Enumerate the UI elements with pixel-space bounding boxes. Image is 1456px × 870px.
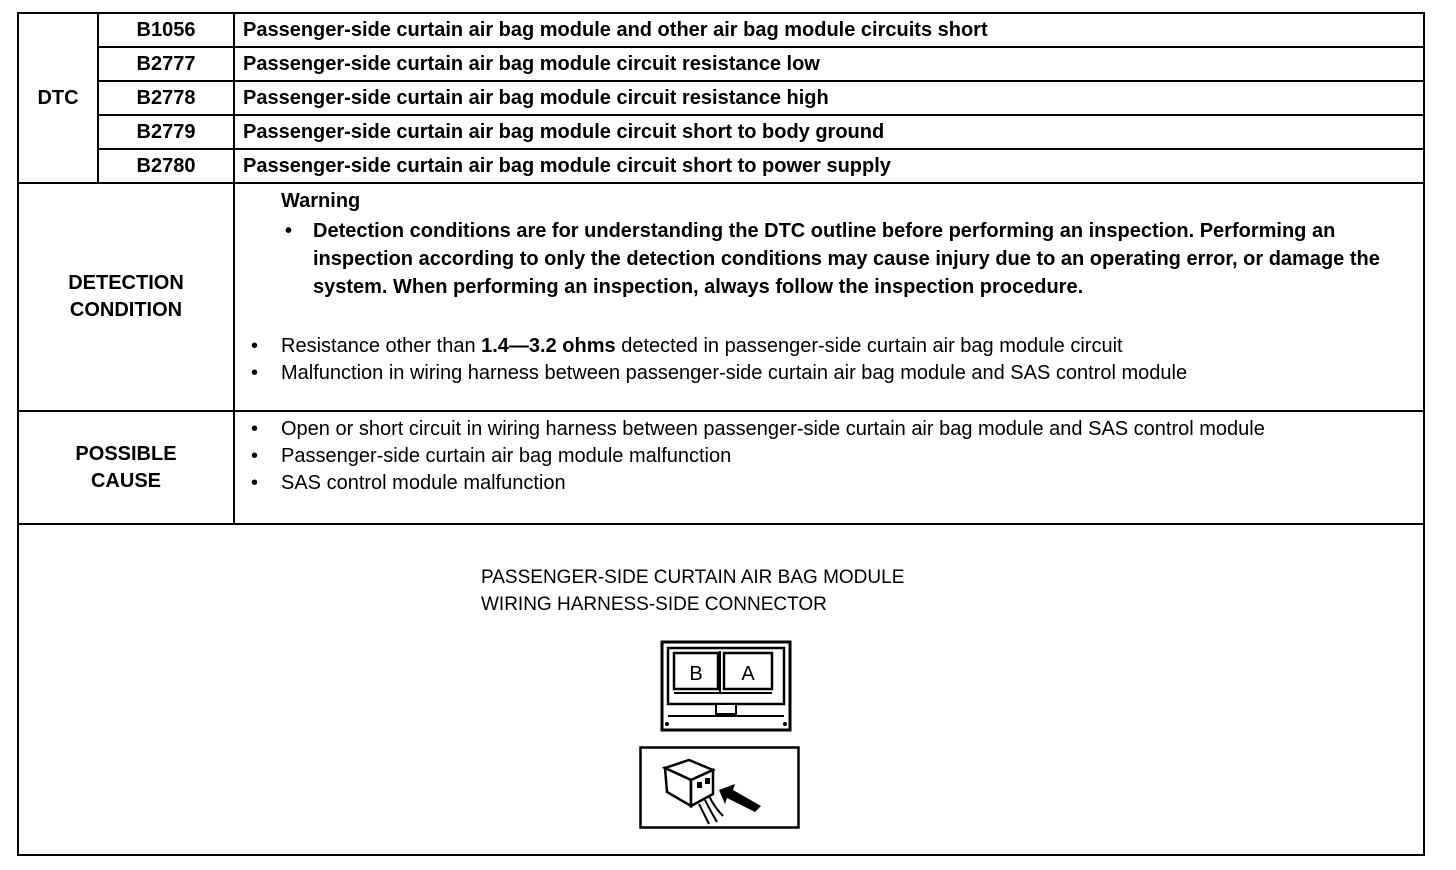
terminal-b-label: B [689, 663, 703, 685]
detection-row [19, 183, 1423, 411]
cause-label-line2: CAUSE [90, 469, 161, 492]
dtc-row [19, 149, 1423, 183]
cause-row [19, 411, 1423, 524]
warning-list [279, 217, 1423, 301]
dtc-code: B2780 [98, 149, 234, 183]
detection-condition-content [234, 183, 1423, 411]
figure-caption-line1: PASSENGER-SIDE CURTAIN AIR BAG MODULE [481, 567, 905, 588]
figure-caption-line2: WIRING HARNESS-SIDE CONNECTOR [481, 594, 827, 615]
dtc-description: Passenger-side curtain air bag module circuit resistance high [234, 81, 1423, 115]
dtc-description: Passenger-side curtain air bag module circuit short to body ground [234, 115, 1423, 149]
dtc-row [19, 115, 1423, 149]
dtc-label: DTC [19, 14, 98, 183]
dtc-code: B2778 [98, 81, 234, 115]
dtc-code: B1056 [98, 14, 234, 47]
dtc-description: Passenger-side curtain air bag module and other air bag module circuits short [234, 14, 1423, 47]
connector-figure [19, 538, 1423, 854]
dtc-row [19, 47, 1423, 81]
detection-item-prefix: Resistance other than [281, 335, 482, 357]
detection-label-line1: DETECTION [68, 272, 184, 294]
dtc-code: B2777 [98, 47, 234, 81]
dtc-description: Passenger-side curtain air bag module circuit short to power supply [234, 149, 1423, 183]
detection-list [235, 333, 1423, 387]
dtc-row [19, 14, 1423, 47]
disconnect-connector-arrow-icon [639, 746, 801, 830]
possible-cause-content [234, 411, 1423, 524]
warning-title: Warning [281, 190, 361, 212]
terminal-a-label: A [741, 663, 755, 685]
dtc-row [19, 81, 1423, 115]
dtc-table [19, 14, 1423, 525]
cause-item: • Passenger-side curtain air bag module malfunction [235, 443, 1423, 470]
dtc-description: Passenger-side curtain air bag module circuit resistance low [234, 47, 1423, 81]
cause-item: • Open or short circuit in wiring harness between passenger-side curtain air bag module and SAS control module [235, 416, 1423, 443]
detection-item [235, 333, 1423, 360]
detection-condition-label [19, 183, 234, 411]
detection-label-line2: CONDITION [69, 299, 183, 321]
detection-item: • Malfunction in wiring harness between passenger-side curtain air bag module and SAS control module [235, 360, 1423, 387]
connector-terminal-face-icon [660, 640, 792, 736]
warning-text: • Detection conditions are for understanding the DTC outline before performing an inspection. Performing an inspection according to only the detection conditions may cause injury due to an operating error, or damage the system. When performing an inspection, always follow the inspection procedure. [279, 217, 1423, 301]
figure-caption [481, 564, 904, 618]
dtc-inspection-sheet [17, 12, 1425, 856]
possible-cause-label [19, 411, 234, 524]
cause-list [235, 416, 1423, 497]
resistance-value: 1.4—3.2 ohms [481, 335, 616, 357]
cause-item: • SAS control module malfunction [235, 470, 1423, 497]
detection-item-suffix: detected in passenger-side curtain air bag module circuit [615, 335, 1123, 357]
cause-label-line1: POSSIBLE [75, 442, 177, 465]
dtc-code: B2779 [98, 115, 234, 149]
